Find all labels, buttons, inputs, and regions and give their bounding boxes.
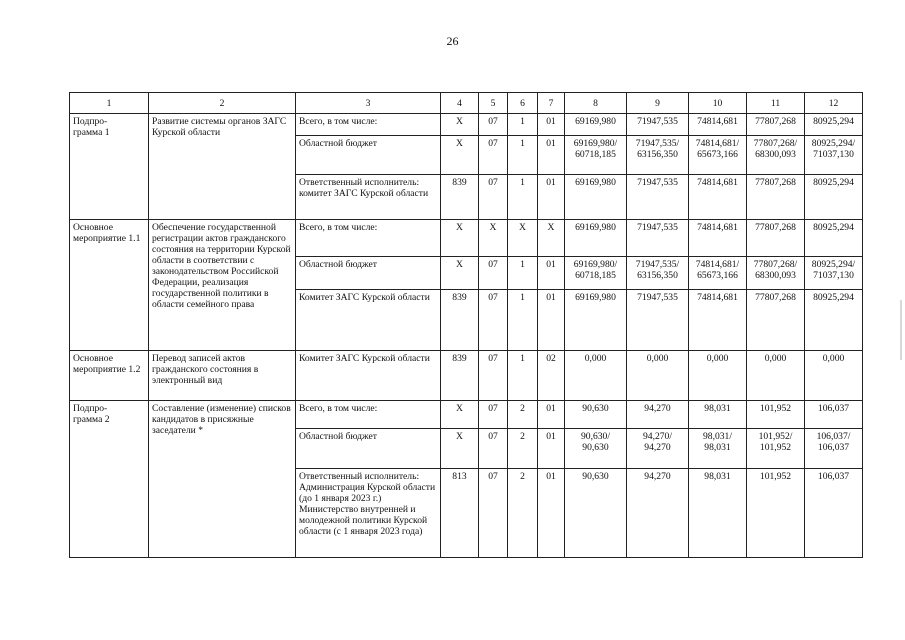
- code-cell: Х: [538, 220, 565, 257]
- value-cell: 77807,268: [747, 114, 805, 136]
- value-cell: 69169,980: [565, 114, 627, 136]
- value-cell: 77807,268: [747, 175, 805, 220]
- header-cell: 9: [627, 93, 689, 114]
- code-cell: 2: [508, 401, 538, 429]
- value-cell: 0,000: [565, 351, 627, 401]
- header-cell: 1: [70, 93, 149, 114]
- value-cell: 0,000: [627, 351, 689, 401]
- code-cell: 01: [538, 429, 565, 469]
- program-name-cell: Подпро- грамма 2: [70, 401, 149, 558]
- value-cell: 71947,535/ 63156,350: [627, 257, 689, 290]
- value-cell: 80925,294: [805, 220, 863, 257]
- program-title-cell: Составление (изменение) списков кандидатов в присяжные заседатели *: [149, 401, 296, 558]
- source-cell: Областной бюджет: [296, 429, 441, 469]
- code-cell: Х: [479, 220, 508, 257]
- source-cell: Ответственный исполнитель: комитет ЗАГС Курской области: [296, 175, 441, 220]
- value-cell: 98,031: [689, 401, 747, 429]
- code-cell: 01: [538, 290, 565, 351]
- value-cell: 74814,681/ 65673,166: [689, 257, 747, 290]
- code-cell: 1: [508, 136, 538, 175]
- page-number: 26: [446, 34, 459, 48]
- value-cell: 106,037: [805, 469, 863, 558]
- code-cell: 07: [479, 401, 508, 429]
- code-cell: 839: [441, 175, 479, 220]
- value-cell: 98,031: [689, 469, 747, 558]
- value-cell: 98,031/ 98,031: [689, 429, 747, 469]
- table-row: [70, 401, 863, 429]
- code-cell: 07: [479, 257, 508, 290]
- value-cell: 90,630: [565, 401, 627, 429]
- code-cell: 01: [538, 175, 565, 220]
- value-cell: 80925,294: [805, 175, 863, 220]
- code-cell: 07: [479, 290, 508, 351]
- value-cell: 69169,980: [565, 220, 627, 257]
- code-cell: 1: [508, 290, 538, 351]
- source-cell: Всего, в том числе:: [296, 114, 441, 136]
- header-cell: 2: [149, 93, 296, 114]
- code-cell: 07: [479, 429, 508, 469]
- source-cell: Комитет ЗАГС Курской области: [296, 351, 441, 401]
- value-cell: 74814,681: [689, 220, 747, 257]
- value-cell: 94,270: [627, 401, 689, 429]
- code-cell: Х: [441, 220, 479, 257]
- value-cell: 94,270/ 94,270: [627, 429, 689, 469]
- code-cell: 07: [479, 175, 508, 220]
- source-cell: Ответственный исполнитель: Администрация Курской области (до 1 января 2023 г.) Министерство внутренней и молодежной политики Курской области (с 1 января 2023 года): [296, 469, 441, 558]
- code-cell: 02: [538, 351, 565, 401]
- code-cell: Х: [441, 429, 479, 469]
- header-cell: 12: [805, 93, 863, 114]
- code-cell: 2: [508, 429, 538, 469]
- value-cell: 71947,535: [627, 220, 689, 257]
- source-cell: Областной бюджет: [296, 136, 441, 175]
- program-title-cell: Развитие системы органов ЗАГС Курской области: [149, 114, 296, 220]
- code-cell: 01: [538, 469, 565, 558]
- code-cell: Х: [441, 257, 479, 290]
- header-cell: 5: [479, 93, 508, 114]
- value-cell: 77807,268: [747, 290, 805, 351]
- value-cell: 101,952: [747, 401, 805, 429]
- value-cell: 77807,268/ 68300,093: [747, 136, 805, 175]
- code-cell: 839: [441, 290, 479, 351]
- value-cell: 71947,535: [627, 175, 689, 220]
- value-cell: 94,270: [627, 469, 689, 558]
- value-cell: 77807,268/ 68300,093: [747, 257, 805, 290]
- value-cell: 69169,980/ 60718,185: [565, 257, 627, 290]
- header-cell: 8: [565, 93, 627, 114]
- code-cell: 07: [479, 469, 508, 558]
- code-cell: 01: [538, 136, 565, 175]
- code-cell: 1: [508, 257, 538, 290]
- code-cell: 2: [508, 469, 538, 558]
- code-cell: 07: [479, 114, 508, 136]
- value-cell: 77807,268: [747, 220, 805, 257]
- source-cell: Всего, в том числе:: [296, 401, 441, 429]
- value-cell: 71947,535/ 63156,350: [627, 136, 689, 175]
- source-cell: Областной бюджет: [296, 257, 441, 290]
- value-cell: 69169,980/ 60718,185: [565, 136, 627, 175]
- value-cell: 69169,980: [565, 290, 627, 351]
- source-cell: Комитет ЗАГС Курской области: [296, 290, 441, 351]
- header-cell: 3: [296, 93, 441, 114]
- code-cell: 839: [441, 351, 479, 401]
- code-cell: 1: [508, 351, 538, 401]
- value-cell: 71947,535: [627, 114, 689, 136]
- value-cell: 80925,294/ 71037,130: [805, 136, 863, 175]
- header-cell: 10: [689, 93, 747, 114]
- value-cell: 74814,681/ 65673,166: [689, 136, 747, 175]
- program-name-cell: Подпро- грамма 1: [70, 114, 149, 220]
- value-cell: 101,952: [747, 469, 805, 558]
- header-cell: 7: [538, 93, 565, 114]
- value-cell: 90,630/ 90,630: [565, 429, 627, 469]
- scan-edge-mark: [900, 300, 902, 360]
- program-title-cell: Обеспечение государственной регистрации актов гражданского состояния на территории Курской области в соответствии с законодательством Российской Федерации, реализация государственной политики в области семейного права: [149, 220, 296, 351]
- code-cell: Х: [508, 220, 538, 257]
- code-cell: 1: [508, 114, 538, 136]
- value-cell: 106,037/ 106,037: [805, 429, 863, 469]
- code-cell: 01: [538, 114, 565, 136]
- code-cell: 01: [538, 257, 565, 290]
- program-name-cell: Основное мероприятие 1.2: [70, 351, 149, 401]
- code-cell: 813: [441, 469, 479, 558]
- header-cell: 6: [508, 93, 538, 114]
- value-cell: 71947,535: [627, 290, 689, 351]
- program-name-cell: Основное мероприятие 1.1: [70, 220, 149, 351]
- header-cell: 4: [441, 93, 479, 114]
- value-cell: 0,000: [805, 351, 863, 401]
- code-cell: Х: [441, 401, 479, 429]
- value-cell: 106,037: [805, 401, 863, 429]
- code-cell: 07: [479, 136, 508, 175]
- header-row: [70, 93, 863, 114]
- value-cell: 90,630: [565, 469, 627, 558]
- program-title-cell: Перевод записей актов гражданского состояния в электронный вид: [149, 351, 296, 401]
- code-cell: Х: [441, 114, 479, 136]
- table-row: [70, 351, 863, 401]
- code-cell: 01: [538, 401, 565, 429]
- value-cell: 80925,294: [805, 290, 863, 351]
- header-cell: 11: [747, 93, 805, 114]
- source-cell: Всего, в том числе:: [296, 220, 441, 257]
- value-cell: 80925,294: [805, 114, 863, 136]
- value-cell: 74814,681: [689, 290, 747, 351]
- budget-table: [69, 92, 863, 558]
- table-row: [70, 114, 863, 136]
- table-row: [70, 220, 863, 257]
- value-cell: 74814,681: [689, 114, 747, 136]
- value-cell: 69169,980: [565, 175, 627, 220]
- code-cell: 1: [508, 175, 538, 220]
- value-cell: 0,000: [689, 351, 747, 401]
- value-cell: 74814,681: [689, 175, 747, 220]
- code-cell: Х: [441, 136, 479, 175]
- value-cell: 80925,294/ 71037,130: [805, 257, 863, 290]
- value-cell: 101,952/ 101,952: [747, 429, 805, 469]
- value-cell: 0,000: [747, 351, 805, 401]
- code-cell: 07: [479, 351, 508, 401]
